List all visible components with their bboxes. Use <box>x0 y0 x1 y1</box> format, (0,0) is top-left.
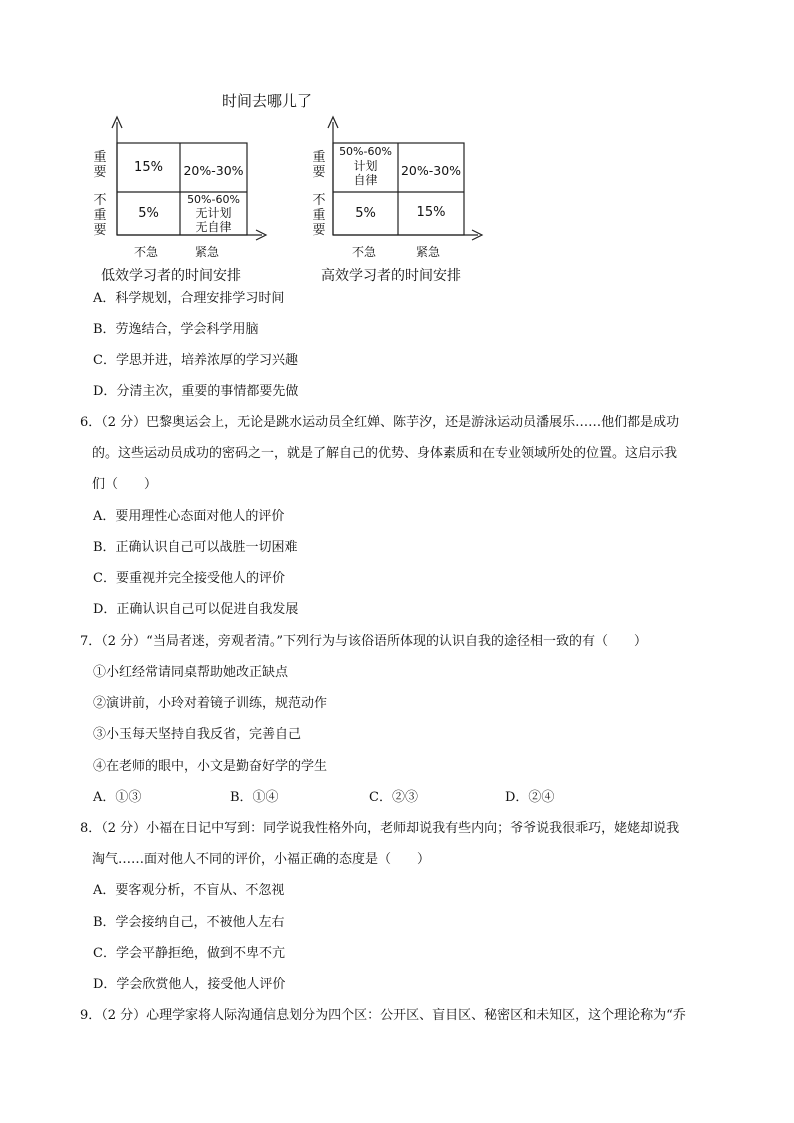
q8-stem-line-1: 8．（2 分）小福在日记中写到：同学说我性格外向，老师却说我有些内向；爷爷说我很乖巧，姥姥却说我 <box>80 821 680 836</box>
right-x-label-not-urgent: 不急 <box>352 245 377 259</box>
q5-option-d: D．分清主次，重要的事情都要先做 <box>93 384 299 399</box>
q8-option-b: B．学会接纳自己，不被他人左右 <box>93 915 285 930</box>
right-caption: 高效学习者的时间安排 <box>321 268 461 284</box>
right-cell-unimportant-not-urgent: 5% <box>355 206 376 221</box>
q5-option-a: A．科学规划，合理安排学习时间 <box>93 291 285 306</box>
q8-stem-line-2: 淘气……面对他人不同的评价，小福正确的态度是（ ） <box>92 852 431 867</box>
left-y-label-important: 重要 <box>93 150 107 180</box>
q7-item-3: ③小玉每天坚持自我反省，完善自己 <box>93 727 302 742</box>
q6-option-d: D．正确认识自己可以促进自我发展 <box>93 602 299 617</box>
q6-option-c: C．要重视并完全接受他人的评价 <box>93 571 285 586</box>
right-cell-important-urgent: 20%-30% <box>400 163 462 178</box>
right-x-label-urgent: 紧急 <box>416 245 441 259</box>
q7-option-d: D．②④ <box>505 790 555 805</box>
q6-stem-line-2: 的。这些运动员成功的密码之一，就是了解自己的优势、身体素质和在专业领域所处的位置。这启示我 <box>92 446 678 461</box>
q8-option-d: D．学会欣赏他人，接受他人评价 <box>93 977 286 992</box>
q8-option-a: A．要客观分析，不盲从、不忽视 <box>93 883 285 898</box>
left-cell-unimportant-urgent-2: 无计划 <box>195 206 232 220</box>
left-caption: 低效学习者的时间安排 <box>101 268 241 284</box>
q5-option-c: C．学思并进，培养浓厚的学习兴趣 <box>93 353 298 368</box>
q7-item-4: ④在老师的眼中，小文是勤奋好学的学生 <box>93 759 328 774</box>
left-cell-important-not-urgent: 15% <box>134 160 163 175</box>
right-y-label-important: 重要 <box>312 150 326 180</box>
right-cell-important-not-urgent-1: 50%-60% <box>339 145 392 158</box>
q6-stem-line-1: 6．（2 分）巴黎奥运会上，无论是跳水运动员全红婵、陈芋汐，还是游泳运动员潘展乐……他们都是成功 <box>80 415 680 430</box>
left-cell-important-urgent: 20%-30% <box>183 163 244 178</box>
q5-option-b: B．劳逸结合，学会科学用脑 <box>93 322 259 337</box>
left-x-label-not-urgent: 不急 <box>134 245 159 259</box>
left-cell-unimportant-urgent-3: 无自律 <box>195 220 232 234</box>
q7-item-1: ①小红经常请同桌帮助她改正缺点 <box>93 665 289 680</box>
left-cell-unimportant-urgent-1: 50%-60% <box>187 193 240 206</box>
right-cell-unimportant-urgent: 15% <box>416 205 446 220</box>
q7-option-a: A．①③ <box>93 790 142 805</box>
q6-option-b: B．正确认识自己可以战胜一切困难 <box>93 540 298 555</box>
q6-stem-line-3: 们（ ） <box>92 477 158 492</box>
left-x-label-urgent: 紧急 <box>195 245 220 259</box>
right-cell-important-not-urgent-2: 计划 <box>353 159 378 173</box>
right-cell-important-not-urgent-3: 自律 <box>353 173 378 187</box>
q7-stem: 7．（2 分）“当局者迷，旁观者清。”下列行为与该俗语所体现的认识自我的途径相一致的有（ ） <box>80 634 647 649</box>
q9-stem-line-1: 9．（2 分）心理学家将人际沟通信息划分为四个区：公开区、盲目区、秘密区和未知区，这个理论称为“乔 <box>80 1008 686 1023</box>
right-y-label-unimportant: 不重要 <box>312 193 326 238</box>
q7-item-2: ②演讲前，小玲对着镜子训练，规范动作 <box>93 696 328 711</box>
q7-option-b: B．①④ <box>230 790 279 805</box>
q7-option-c: C．②③ <box>369 790 418 805</box>
q8-option-c: C．学会平静拒绝，做到不卑不亢 <box>93 946 285 961</box>
figure-title: 时间去哪儿了 <box>222 92 313 110</box>
q6-option-a: A．要用理性心态面对他人的评价 <box>93 509 285 524</box>
left-cell-unimportant-not-urgent: 5% <box>138 206 159 221</box>
left-y-label-unimportant: 不重要 <box>93 193 107 238</box>
